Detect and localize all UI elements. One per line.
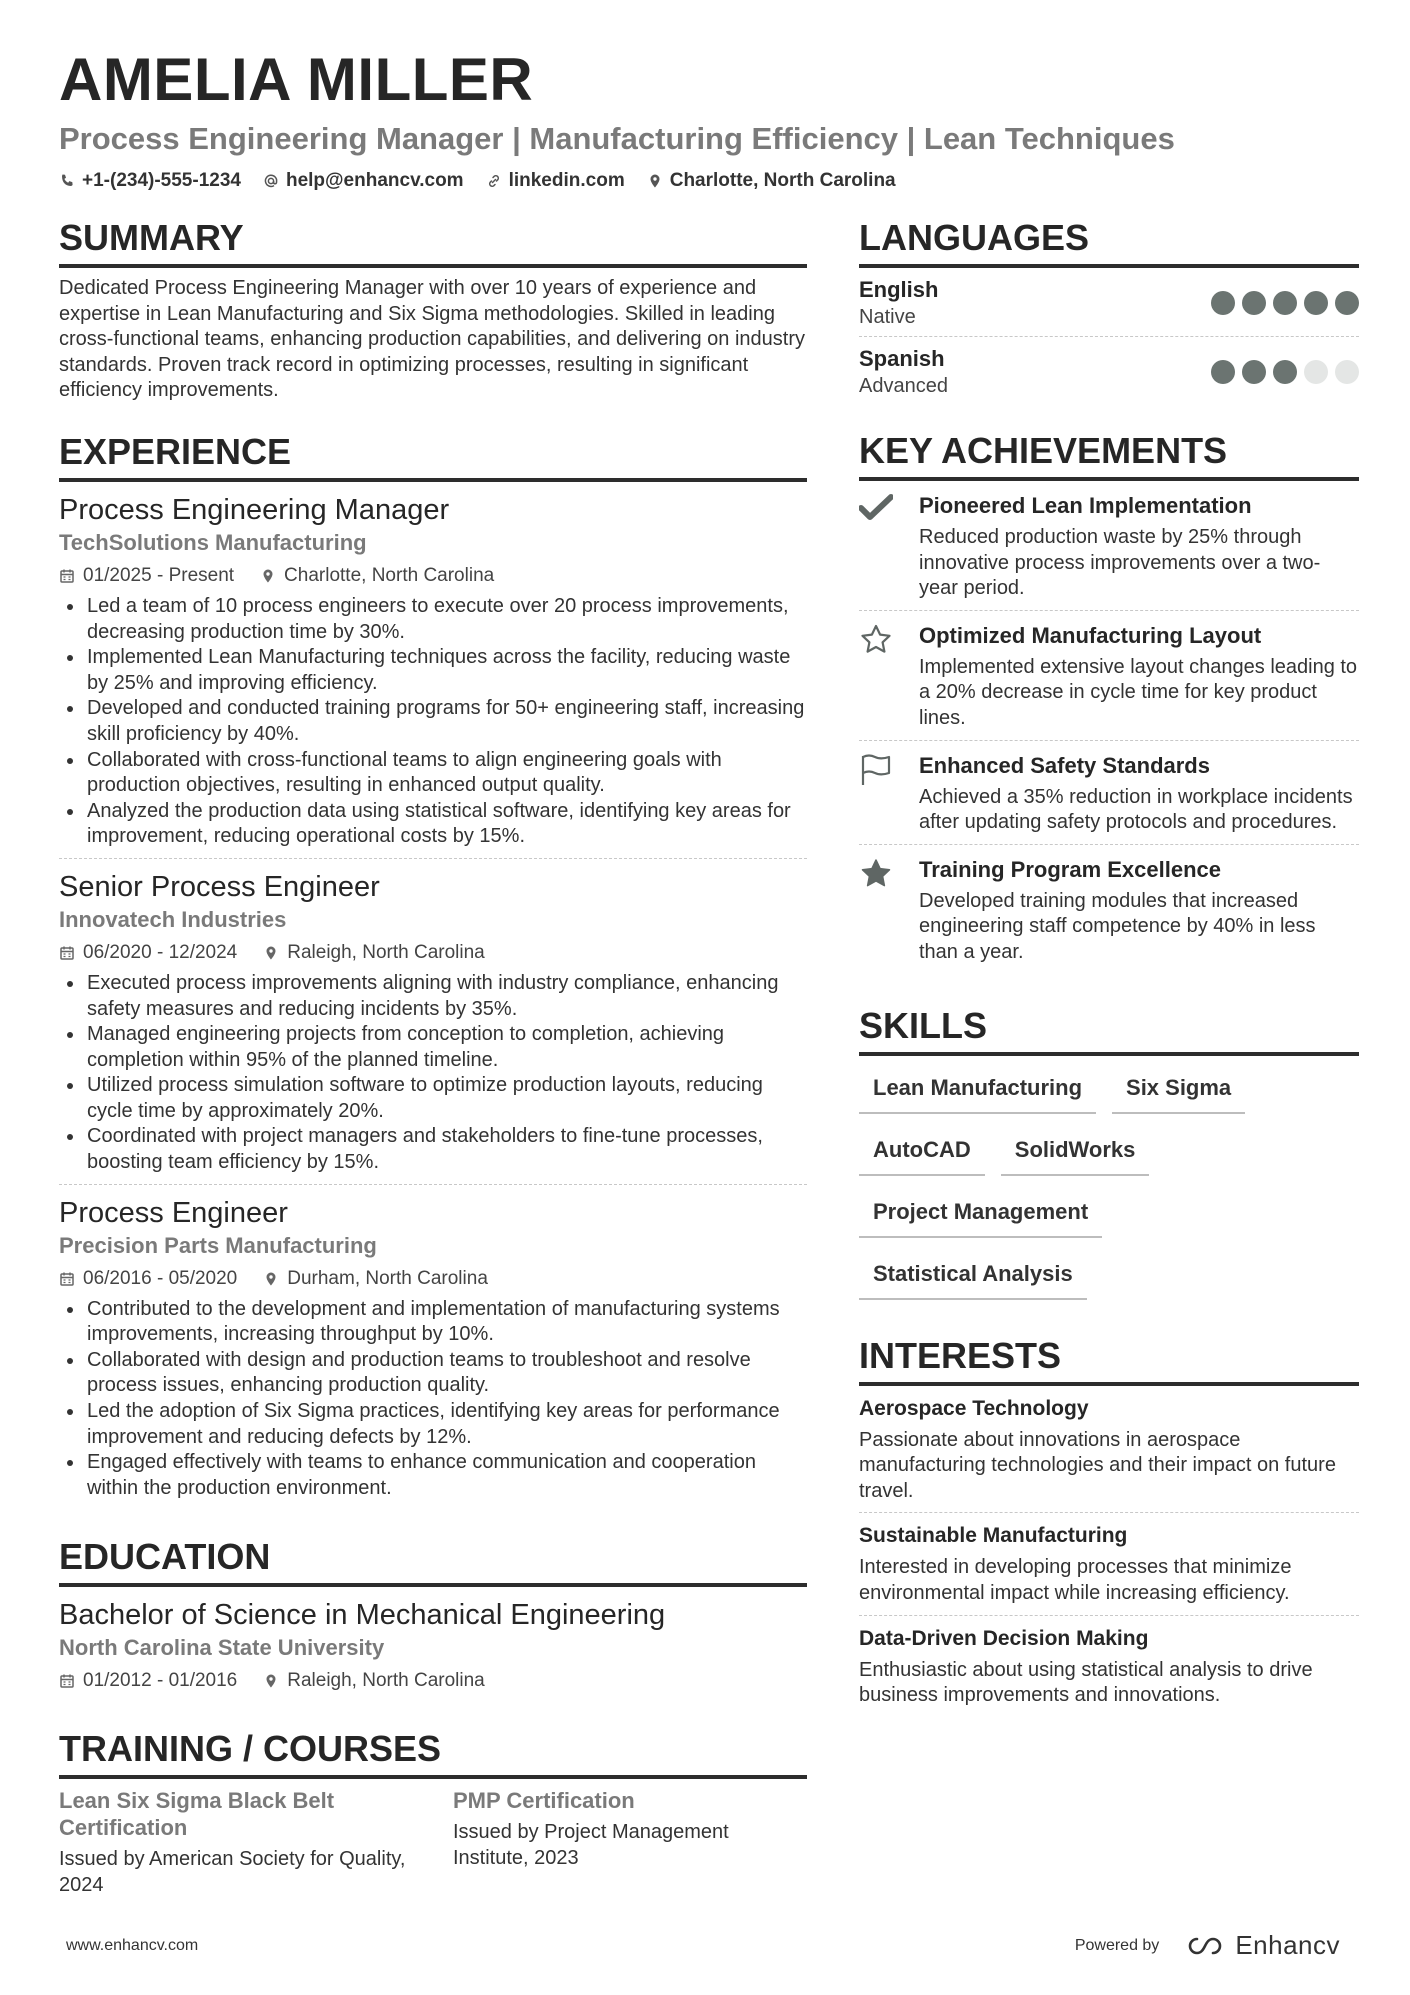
- achievement-title: Enhanced Safety Standards: [919, 752, 1210, 778]
- skill-tag: AutoCAD: [859, 1130, 985, 1176]
- education-entry: [59, 1587, 807, 1701]
- enhancv-logo-icon: [1183, 1934, 1227, 1958]
- job-company: Innovatech Industries: [59, 906, 287, 932]
- bullet-item: Led the adoption of Six Sigma practices, identifying key areas for performance improvement and reducing defects by 12%.: [59, 1399, 807, 1450]
- achievement-item: [859, 611, 1359, 741]
- achievement-item: [859, 845, 1359, 974]
- job-meta: [59, 941, 807, 965]
- summary-section: [59, 216, 807, 404]
- check-icon: [859, 493, 893, 523]
- job-title: Process Engineering Manager: [59, 493, 450, 526]
- language-level: Native: [859, 306, 916, 328]
- location-text: Charlotte, North Carolina: [669, 170, 896, 191]
- interest-desc: Enthusiastic about using statistical analysis to drive business improvements and innovations.: [859, 1658, 1313, 1707]
- location-pin-icon: [647, 173, 663, 189]
- at-sign-icon: [263, 173, 279, 189]
- achievement-desc: Developed training modules that increased engineering staff competence by 40% in less than a year.: [919, 889, 1316, 963]
- candidate-name: AMELIA MILLER: [59, 46, 534, 113]
- job-entry: [59, 859, 807, 1185]
- skill-tag: Six Sigma: [1112, 1068, 1245, 1114]
- bullet-item: Collaborated with cross-functional teams to align engineering goals with production objectives, resulting in enhanced output quality.: [59, 748, 807, 799]
- training-title: Lean Six Sigma Black Belt Certification: [59, 1788, 335, 1841]
- interest-desc: Passionate about innovations in aerospace manufacturing technologies and their impact on future travel.: [859, 1428, 1336, 1502]
- rating-dot: [1335, 291, 1359, 315]
- job-title: Process Engineer: [59, 1196, 288, 1229]
- achievement-title: Optimized Manufacturing Layout: [919, 622, 1262, 648]
- calendar-icon: [59, 568, 75, 584]
- achievement-desc: Reduced production waste by 25% through innovative process improvements over a two-year period.: [919, 526, 1321, 600]
- phone-text: +1-(234)-555-1234: [82, 170, 241, 191]
- interest-desc: Interested in developing processes that minimize environmental impact while increasing efficiency.: [859, 1556, 1292, 1604]
- bullet-item: Executed process improvements aligning with industry compliance, enhancing safety measures and reducing incidents by 35%.: [59, 971, 807, 1022]
- powered-by: [1075, 1930, 1340, 1961]
- interests-heading: INTERESTS: [859, 1334, 1359, 1386]
- skills-heading: SKILLS: [859, 1004, 1359, 1056]
- summary-text: Dedicated Process Engineering Manager with over 10 years of experience and expertise in Lean Manufacturing and Six Sigma methodologies. Skilled in leading cross-functional teams, enhancing production capabilities, and delivering on industry standards. Proven track record in optimizing processes, resulting in significant efficiency improvements.: [59, 277, 805, 402]
- language-rating: [1211, 360, 1359, 384]
- language-rating: [1211, 291, 1359, 315]
- bullet-item: Collaborated with design and production teams to troubleshoot and resolve process issues, enhancing production quality.: [59, 1348, 807, 1399]
- location-pin-icon: [263, 1673, 279, 1689]
- interest-title: Aerospace Technology: [859, 1396, 1089, 1420]
- rating-dot: [1242, 360, 1266, 384]
- rating-dot: [1304, 291, 1328, 315]
- job-dates: [59, 941, 237, 965]
- contact-bar: [59, 170, 1359, 192]
- summary-heading: SUMMARY: [59, 216, 807, 268]
- job-dates: [59, 1267, 237, 1291]
- contact-email[interactable]: [263, 170, 464, 192]
- education-dates: [59, 1669, 237, 1693]
- interest-item: [859, 1616, 1359, 1717]
- language-name: English: [859, 277, 939, 302]
- training-heading: TRAINING / COURSES: [59, 1727, 807, 1779]
- star-outline-icon: [859, 623, 893, 657]
- job-company: TechSolutions Manufacturing: [59, 529, 367, 555]
- degree-title: Bachelor of Science in Mechanical Engineering: [59, 1599, 666, 1632]
- skill-tag: Project Management: [859, 1192, 1102, 1238]
- skill-tag: Lean Manufacturing: [859, 1068, 1096, 1114]
- education-location-text: Raleigh, North Carolina: [287, 1670, 485, 1692]
- calendar-icon: [59, 1271, 75, 1287]
- training-item: [59, 1787, 413, 1898]
- job-entry: [59, 1185, 807, 1510]
- interest-title: Data-Driven Decision Making: [859, 1626, 1149, 1650]
- rating-dot: [1211, 360, 1235, 384]
- bullet-item: Utilized process simulation software to optimize production layouts, reducing cycle time by approximately 20%.: [59, 1073, 807, 1124]
- footer-website[interactable]: www.enhancv.com: [66, 1936, 199, 1954]
- education-heading: EDUCATION: [59, 1535, 807, 1587]
- language-level: Advanced: [859, 375, 948, 397]
- achievement-icon-wrap: [859, 491, 897, 602]
- job-meta: [59, 1267, 807, 1291]
- training-item: [453, 1787, 807, 1898]
- job-location: [260, 564, 494, 588]
- school-name: North Carolina State University: [59, 1635, 385, 1661]
- job-location: [263, 941, 485, 965]
- powered-by-label: Powered by: [1074, 1936, 1160, 1954]
- calendar-icon: [59, 1673, 75, 1689]
- education-location: [263, 1669, 485, 1693]
- candidate-tagline: Process Engineering Manager | Manufacturing Efficiency | Lean Techniques: [59, 121, 1175, 156]
- achievement-icon-wrap: [859, 621, 897, 732]
- contact-location: [647, 170, 896, 192]
- brand-name: Enhancv: [1235, 1930, 1340, 1960]
- achievement-icon-wrap: [859, 855, 897, 966]
- experience-heading: EXPERIENCE: [59, 430, 807, 482]
- contact-linkedin[interactable]: [486, 170, 625, 192]
- right-column: [859, 216, 1359, 1717]
- linkedin-text: linkedin.com: [508, 170, 625, 191]
- training-desc: Issued by Project Management Institute, 2023: [453, 1821, 729, 1869]
- languages-section: [859, 216, 1359, 405]
- interest-item: [859, 1513, 1359, 1615]
- star-filled-icon: [859, 857, 893, 891]
- left-column: [59, 216, 807, 1899]
- rating-dot: [1304, 360, 1328, 384]
- bullet-item: Managed engineering projects from conception to completion, achieving completion within 95% of the planned timeline.: [59, 1022, 807, 1073]
- calendar-icon: [59, 945, 75, 961]
- contact-phone[interactable]: [59, 170, 241, 192]
- achievement-item: [859, 741, 1359, 845]
- language-item: [859, 268, 1359, 337]
- achievement-desc: Achieved a 35% reduction in workplace incidents after updating safety protocols and procedures.: [919, 785, 1353, 834]
- job-dates-text: 06/2016 - 05/2020: [83, 1267, 238, 1289]
- languages-heading: LANGUAGES: [859, 216, 1359, 268]
- skills-list: [859, 1068, 1359, 1300]
- education-dates-text: 01/2012 - 01/2016: [83, 1670, 238, 1692]
- achievement-title: Training Program Excellence: [919, 856, 1222, 882]
- training-section: [59, 1727, 807, 1898]
- job-company: Precision Parts Manufacturing: [59, 1232, 377, 1258]
- bullet-item: Contributed to the development and implementation of manufacturing systems improvements, increasing throughput by 10%.: [59, 1297, 807, 1348]
- location-pin-icon: [263, 1271, 279, 1287]
- job-bullets: [59, 594, 807, 850]
- location-pin-icon: [260, 568, 276, 584]
- interests-section: [859, 1334, 1359, 1717]
- interest-item: [859, 1386, 1359, 1514]
- training-title: PMP Certification: [453, 1788, 635, 1814]
- experience-section: [59, 430, 807, 1509]
- bullet-item: Coordinated with project managers and stakeholders to fine-tune processes, boosting team efficiency by 15%.: [59, 1124, 807, 1175]
- bullet-item: Developed and conducted training programs for 50+ engineering staff, increasing skill proficiency by 40%.: [59, 696, 807, 747]
- phone-icon: [59, 173, 75, 189]
- rating-dot: [1273, 291, 1297, 315]
- job-entry: [59, 482, 807, 859]
- language-name: Spanish: [859, 346, 945, 371]
- job-location-text: Raleigh, North Carolina: [287, 941, 485, 963]
- bullet-item: Engaged effectively with teams to enhance communication and cooperation within the production environment.: [59, 1450, 807, 1501]
- resume-header: [59, 44, 1359, 192]
- training-desc: Issued by American Society for Quality, 2024: [59, 1848, 406, 1896]
- job-bullets: [59, 971, 807, 1176]
- rating-dot: [1335, 360, 1359, 384]
- achievement-title: Pioneered Lean Implementation: [919, 493, 1252, 518]
- job-location-text: Durham, North Carolina: [287, 1267, 488, 1289]
- skill-tag: SolidWorks: [1001, 1130, 1150, 1176]
- job-dates-text: 06/2020 - 12/2024: [83, 941, 238, 963]
- job-dates-text: 01/2025 - Present: [83, 564, 235, 586]
- interest-title: Sustainable Manufacturing: [859, 1524, 1128, 1548]
- job-location-text: Charlotte, North Carolina: [284, 564, 495, 586]
- bullet-item: Implemented Lean Manufacturing techniques across the facility, reducing waste by 25% and improving efficiency.: [59, 645, 807, 696]
- skill-tag: Statistical Analysis: [859, 1254, 1087, 1300]
- job-meta: [59, 564, 807, 588]
- achievements-section: [859, 429, 1359, 974]
- skills-section: [859, 1004, 1359, 1300]
- job-bullets: [59, 1297, 807, 1502]
- education-section: [59, 1535, 807, 1701]
- job-dates: [59, 564, 234, 588]
- achievement-item: [859, 481, 1359, 611]
- training-list: [59, 1787, 807, 1898]
- achievement-desc: Implemented extensive layout changes leading to a 20% decrease in cycle time for key product lines.: [919, 655, 1358, 729]
- education-meta: [59, 1669, 807, 1693]
- bullet-item: Led a team of 10 process engineers to execute over 20 process improvements, decreasing production time by 30%.: [59, 594, 807, 645]
- email-text: help@enhancv.com: [285, 170, 464, 191]
- achievements-heading: KEY ACHIEVEMENTS: [859, 429, 1359, 481]
- job-location: [263, 1267, 488, 1291]
- rating-dot: [1273, 360, 1297, 384]
- language-item: [859, 337, 1359, 405]
- page-footer: [66, 1930, 1340, 1961]
- rating-dot: [1211, 291, 1235, 315]
- job-title: Senior Process Engineer: [59, 870, 380, 903]
- brand-logo[interactable]: [1183, 1930, 1340, 1961]
- achievement-icon-wrap: [859, 751, 897, 836]
- flag-icon: [859, 753, 895, 787]
- link-icon: [486, 173, 502, 189]
- bullet-item: Analyzed the production data using statistical software, identifying key areas for improvement, reducing operational costs by 15%.: [59, 799, 807, 850]
- rating-dot: [1242, 291, 1266, 315]
- location-pin-icon: [263, 945, 279, 961]
